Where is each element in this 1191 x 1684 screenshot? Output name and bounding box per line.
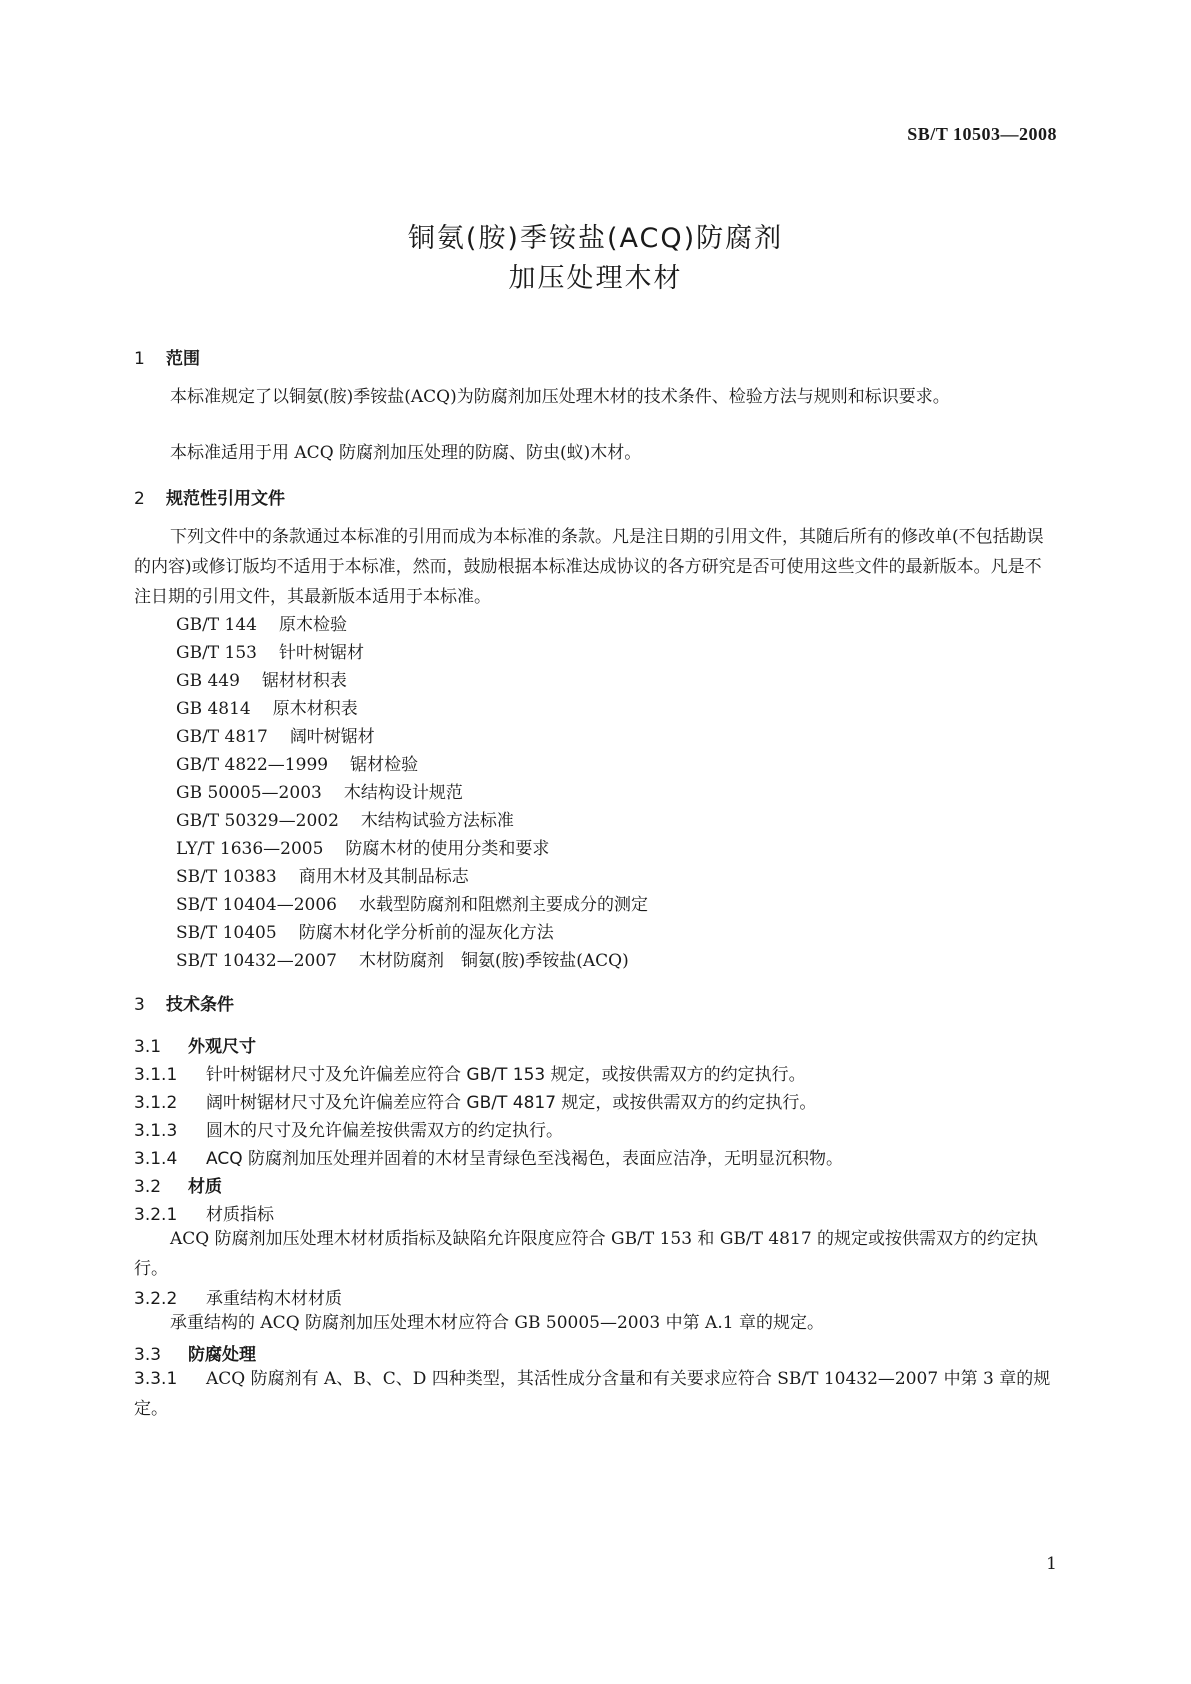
reference-item: SB/T 10405 防腐木材化学分析前的湿灰化方法	[176, 923, 554, 943]
reference-item: GB/T 4817 阔叶树锯材	[176, 727, 375, 747]
document-title-line1: 铜氨(胺)季铵盐(ACQ)防腐剂	[407, 223, 784, 254]
reference-item: GB/T 153 针叶树锯材	[176, 643, 364, 663]
subsection-heading-appearance: 3.1 外观尺寸	[134, 1037, 256, 1057]
subsection-heading-material-quality: 3.2 材质	[134, 1177, 222, 1197]
scope-paragraph-2: 本标准适用于用 ACQ 防腐剂加压处理的防腐、防虫(蚁)木材。	[170, 443, 642, 463]
scope-paragraph-1: 本标准规定了以铜氨(胺)季铵盐(ACQ)为防腐剂加压处理木材的技术条件、检验方法与规则和标识要求。	[170, 387, 950, 407]
subsection-heading-preservative-treatment: 3.3 防腐处理	[134, 1345, 256, 1365]
section-number: 2	[134, 489, 145, 509]
reference-item: GB/T 50329—2002 木结构试验方法标准	[176, 811, 514, 831]
clause-3-2-1-heading: 3.2.1 材质指标	[134, 1205, 274, 1225]
clause-3-1-3: 3.1.3 圆木的尺寸及允许偏差按供需双方的约定执行。	[134, 1121, 563, 1141]
page-number: 1	[1046, 1554, 1057, 1574]
reference-item: GB 50005—2003 木结构设计规范	[176, 783, 463, 803]
document-title-line2: 加压处理木材	[508, 263, 683, 294]
clause-3-1-2: 3.1.2 阔叶树锯材尺寸及允许偏差应符合 GB/T 4817 规定，或按供需双方的约定执行。	[134, 1093, 817, 1113]
references-intro-paragraph: 下列文件中的条款通过本标准的引用而成为本标准的条款。凡是注日期的引用文件，其随后所有的修改单(不包括勘误的内容)或修订版均不适用于本标准，然而，鼓励根据本标准达成协议的各方研究是否可使用这些文件的最新版本。凡是不注日期的引用文件，其最新版本适用于本标准。	[134, 527, 1044, 607]
section-title: 范围	[166, 349, 200, 369]
reference-item: SB/T 10432—2007 木材防腐剂 铜氨(胺)季铵盐(ACQ)	[176, 951, 629, 971]
clause-3-2-2-paragraph: 承重结构的 ACQ 防腐剂加压处理木材应符合 GB 50005—2003 中第 A.1 章的规定。	[170, 1313, 824, 1333]
reference-item: SB/T 10383 商用木材及其制品标志	[176, 867, 469, 887]
reference-item: GB 449 锯材材积表	[176, 671, 347, 691]
clause-3-2-2-heading: 3.2.2 承重结构木材材质	[134, 1289, 342, 1309]
section-title: 规范性引用文件	[166, 489, 285, 509]
section-heading-scope	[134, 344, 200, 369]
section-heading-normative-references	[134, 484, 285, 509]
section-number: 1	[134, 349, 145, 369]
clause-3-1-4: 3.1.4 ACQ 防腐剂加压处理并固着的木材呈青绿色至浅褐色，表面应洁净，无明显沉积物。	[134, 1149, 843, 1169]
clause-3-2-1-paragraph: ACQ 防腐剂加压处理木材材质指标及缺陷允许限度应符合 GB/T 153 和 GB/T 4817 的规定或按供需双方的约定执行。	[134, 1229, 1039, 1279]
reference-item: LY/T 1636—2005 防腐木材的使用分类和要求	[176, 839, 550, 859]
clause-3-3-1: 3.3.1 ACQ 防腐剂有 A、B、C、D 四种类型，其活性成分含量和有关要求应符合 SB/T 10432—2007 中第 3 章的规定。	[134, 1369, 1051, 1419]
section-heading-technical-requirements	[134, 990, 234, 1015]
reference-item: GB/T 4822—1999 锯材检验	[176, 755, 419, 775]
section-number: 3	[134, 995, 145, 1015]
reference-item: GB 4814 原木材积表	[176, 699, 358, 719]
section-title: 技术条件	[166, 995, 234, 1015]
standard-code: SB/T 10503—2008	[907, 124, 1057, 144]
reference-item: GB/T 144 原木检验	[176, 615, 347, 635]
reference-item: SB/T 10404—2006 水载型防腐剂和阻燃剂主要成分的测定	[176, 895, 648, 915]
clause-3-1-1: 3.1.1 针叶树锯材尺寸及允许偏差应符合 GB/T 153 规定，或按供需双方的约定执行。	[134, 1065, 806, 1085]
